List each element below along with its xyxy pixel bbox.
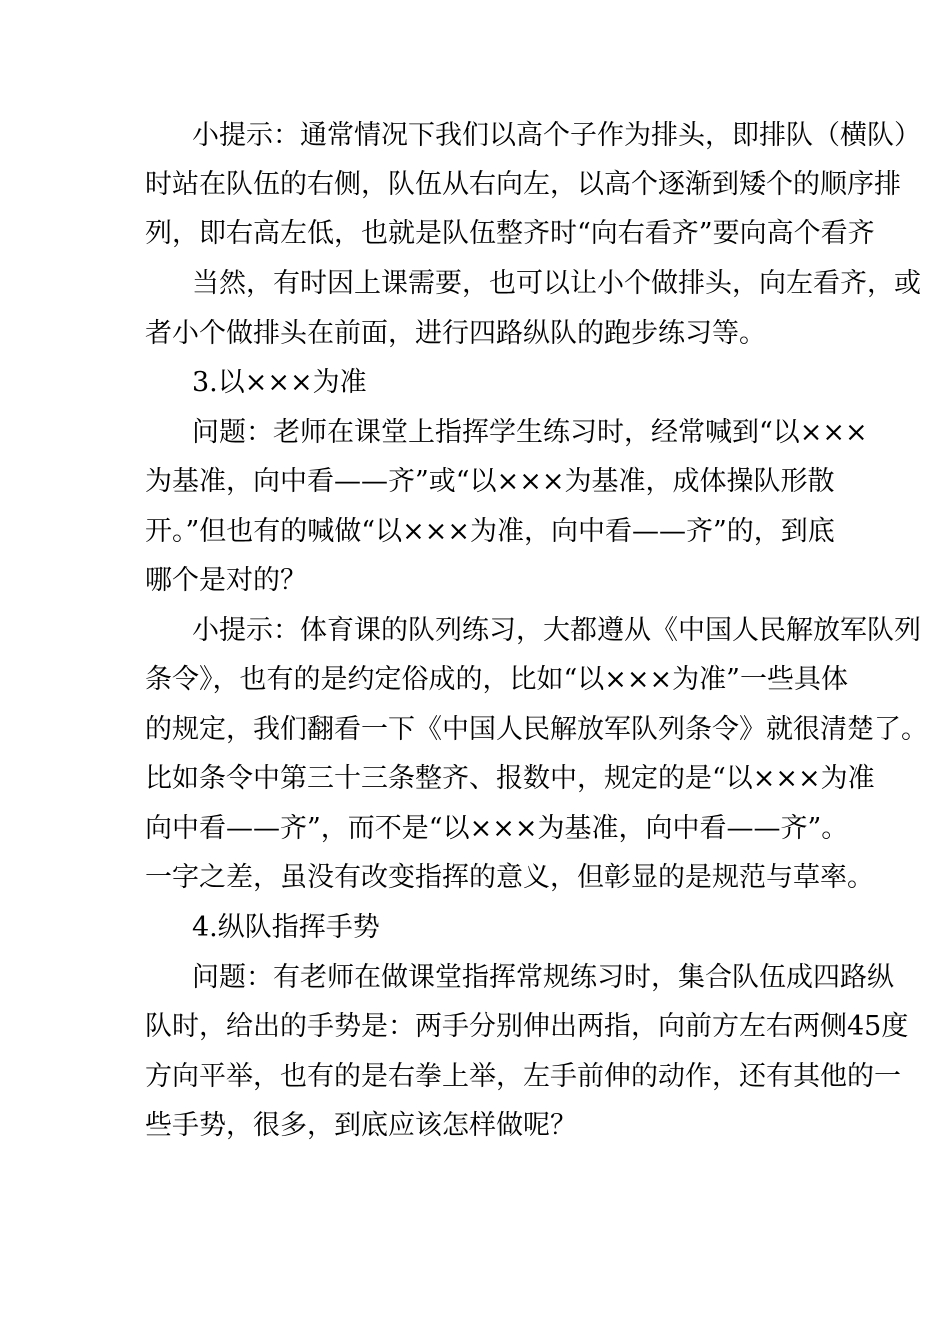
section-heading: 3.以×××为准 xyxy=(192,367,367,398)
paragraph-line: 者小个做排头在前面，进行四路纵队的跑步练习等。 xyxy=(145,318,766,349)
tip-paragraph-line: 一字之差，虽没有改变指挥的意义，但彰显的是规范与草率。 xyxy=(145,862,874,893)
tip-paragraph-line: 的规定，我们翻看一下《中国人民解放军队列条令》就很清楚了。 xyxy=(145,714,928,745)
tip-paragraph-line: 时站在队伍的右侧，队伍从右向左，以高个逐渐到矮个的顺序排 xyxy=(145,169,901,200)
question-paragraph-line: 些手势，很多，到底应该怎样做呢？ xyxy=(145,1110,577,1141)
section-heading: 4.纵队指挥手势 xyxy=(192,912,380,943)
question-paragraph-line: 哪个是对的？ xyxy=(145,565,307,596)
question-paragraph-line: 问题：老师在课堂上指挥学生练习时，经常喊到“以××× xyxy=(192,417,868,448)
question-paragraph-line: 问题：有老师在做课堂指挥常规练习时，集合队伍成四路纵 xyxy=(192,962,894,993)
tip-paragraph-line: 列，即右高左低，也就是队伍整齐时“向右看齐”要向高个看齐 xyxy=(145,218,875,249)
question-paragraph-line: 开。”但也有的喊做“以×××为准，向中看——齐”的，到底 xyxy=(145,516,835,547)
paragraph-line: 当然，有时因上课需要，也可以让小个做排头，向左看齐，或 xyxy=(192,268,921,299)
question-paragraph-line: 为基准，向中看——齐”或“以×××为基准，成体操队形散 xyxy=(145,466,835,497)
tip-paragraph-line: 小提示：体育课的队列练习，大都遵从《中国人民解放军队列 xyxy=(192,615,921,646)
tip-paragraph-line: 向中看——齐”，而不是“以×××为基准，向中看——齐”。 xyxy=(145,813,849,844)
tip-paragraph-line: 比如条令中第三十三条整齐、报数中，规定的是“以×××为准 xyxy=(145,763,875,794)
tip-paragraph-line: 条令》，也有的是约定俗成的，比如“以×××为准”一些具体 xyxy=(145,664,848,695)
question-paragraph-line: 方向平举，也有的是右拳上举，左手前伸的动作，还有其他的一 xyxy=(145,1061,901,1092)
tip-paragraph-line: 小提示：通常情况下我们以高个子作为排头，即排队（横队） xyxy=(192,120,921,151)
question-paragraph-line: 队时，给出的手势是：两手分别伸出两指，向前方左右两侧45度 xyxy=(145,1011,909,1042)
